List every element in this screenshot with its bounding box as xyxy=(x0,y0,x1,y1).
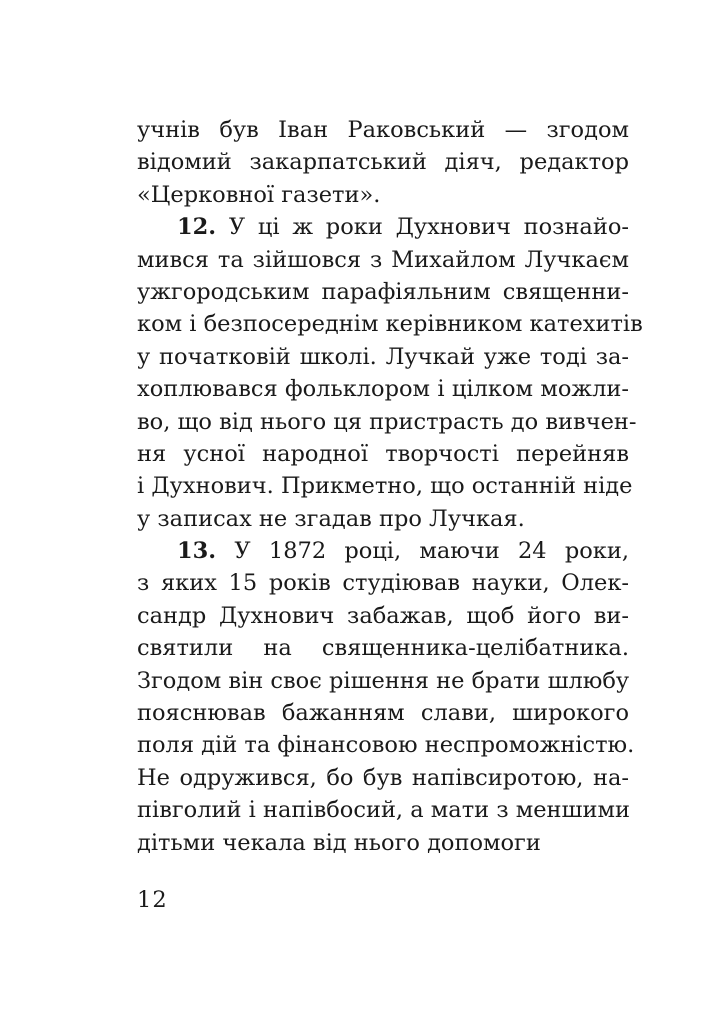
text-line: Згодом він своє рішення не брати шлюбу xyxy=(137,667,630,694)
page-number: 12 xyxy=(137,887,168,913)
text-line: «Церковної газети». xyxy=(137,181,381,208)
text-line: хоплювався фольклором і цілком можли- xyxy=(137,376,629,403)
text-line: відомий закарпатський діяч, редактор xyxy=(137,149,629,176)
paragraph-13 xyxy=(137,535,635,859)
text-line: півголий і напівбосий, а мати з меншими xyxy=(137,797,630,824)
text-line: поля дій та фінансовою неспроможністю. xyxy=(137,732,635,759)
text-line: Не одружився, бо був напівсиротою, на- xyxy=(137,764,629,791)
paragraph-number: 13. xyxy=(177,538,217,565)
page-body xyxy=(137,114,643,859)
text-line: пояснював бажанням слави, широкого xyxy=(137,700,629,727)
paragraph-number: 12. xyxy=(177,214,217,241)
text-line: ужгородським парафіяльним священни- xyxy=(137,278,629,305)
text-line: ком і безпосереднім керівником катехитів xyxy=(137,311,643,338)
paragraph-continuation xyxy=(137,114,629,211)
text-line: у початковій школі. Лучкай уже тоді за- xyxy=(137,343,629,370)
text-line-rest: У 1872 році, маючи 24 роки, xyxy=(216,538,629,565)
text-line: во, що від нього ця пристрасть до вивчен- xyxy=(137,408,637,435)
text-line: ня усної народної творчості перейняв xyxy=(137,440,629,467)
text-line xyxy=(137,211,629,243)
text-line: сандр Духнович забажав, щоб його ви- xyxy=(137,602,629,629)
text-line xyxy=(137,535,629,567)
text-line-rest: У ці ж роки Духнович познайо- xyxy=(216,214,629,241)
text-line: учнів був Іван Раковський — згодом xyxy=(137,117,629,143)
text-line: дітьми чекала від нього допомоги xyxy=(137,829,541,856)
text-line: святили на священника-целібатника. xyxy=(137,635,629,662)
text-line: з яких 15 років студіював науки, Олек- xyxy=(137,570,629,597)
paragraph-12 xyxy=(137,211,643,535)
text-line: і Духнович. Прикметно, що останній ніде xyxy=(137,473,633,500)
text-line: у записах не згадав про Лучкая. xyxy=(137,505,525,532)
text-line: мився та зійшовся з Михайлом Лучкаєм xyxy=(137,246,629,273)
